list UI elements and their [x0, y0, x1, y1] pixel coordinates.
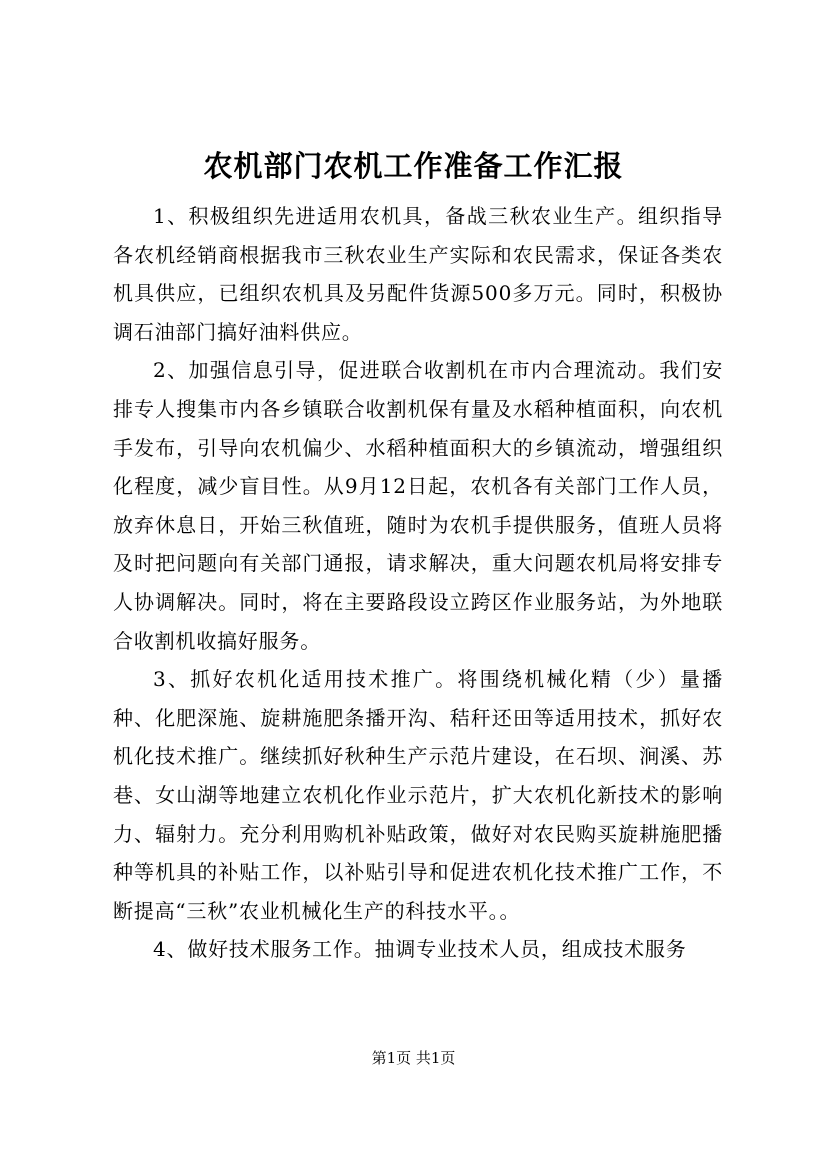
document-body — [113, 197, 723, 969]
document-title: 农机部门农机工作准备工作汇报 — [203, 149, 624, 183]
paragraph-1: 1、积极组织先进适用农机具，备战三秋农业生产。组织指导各农机经销商根据我市三秋农业生产实际和农民需求，保证各类农机具供应，已组织农机具及另配件货源500多万元。同时，积极协调石油部门搞好油料供应。 — [113, 204, 723, 344]
paragraph-3: 3、抓好农机化适用技术推广。将围绕机械化精（少）量播种、化肥深施、旋耕施肥条播开沟、秸秆还田等适用技术，抓好农机化技术推广。继续抓好秋种生产示范片建设，在石坝、涧溪、苏巷、女山湖等地建立农机化作业示范片，扩大农机化新技术的影响力、辐射力。充分利用购机补贴政策，做好对农民购买旋耕施肥播种等机具的补贴工作，以补贴引导和促进农机化技术推广工作，不断提高“三秋”农业机械化生产的科技水平。。 — [113, 667, 723, 923]
paragraph-4: 4、做好技术服务工作。抽调专业技术人员，组成技术服务 — [153, 937, 687, 962]
paragraph-2: 2、加强信息引导，促进联合收割机在市内合理流动。我们安排专人搜集市内各乡镇联合收割机保有量及水稻种植面积，向农机手发布，引导向农机偏少、水稻种植面积大的乡镇流动，增强组织化程度，减少盲目性。从9月12日起，农机各有关部门工作人员，放弃休息日，开始三秋值班，随时为农机手提供服务，值班人员将及时把问题向有关部门通报，请求解决，重大问题农机局将安排专人协调解决。同时，将在主要路段设立跨区作业服务站，为外地联合收割机收搞好服务。 — [113, 358, 723, 653]
page-footer: 第1页 共1页 — [371, 1049, 456, 1067]
